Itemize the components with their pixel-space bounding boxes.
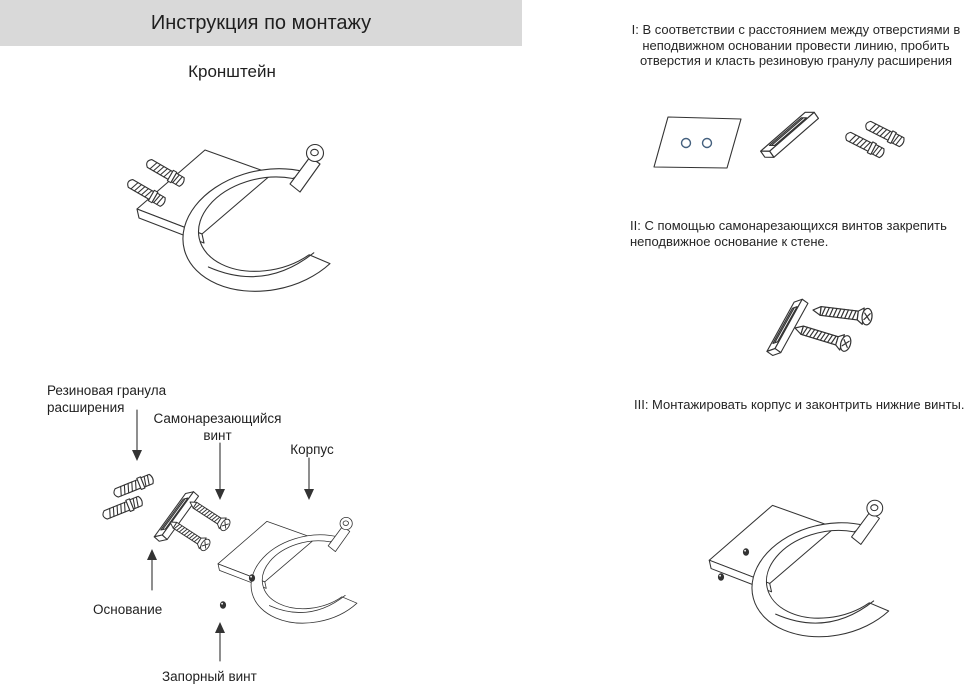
step-2-text: II: С помощью самонарезающихся винтов закрепить неподвижное основание к стене. <box>630 218 947 249</box>
label-self-tapping-screw: Самонарезающийся винт <box>153 411 282 443</box>
header-bar <box>0 0 522 46</box>
screw-drawing <box>793 320 853 352</box>
wall-template-drawing <box>654 117 741 168</box>
screw-drawing <box>167 517 212 553</box>
assembled-bracket-drawing <box>100 105 370 335</box>
anchor-plug-drawing <box>101 495 144 522</box>
bracket-body-drawing <box>218 517 359 634</box>
step-3-text: III: Монтажировать корпус и законтрить нижние винты. <box>634 397 965 412</box>
drill-hole-mark <box>682 139 691 148</box>
step-3-drawing <box>680 465 915 660</box>
label-body: Корпус <box>290 442 334 457</box>
anchor-plug-drawing <box>112 473 155 500</box>
label-base: Основание <box>93 602 163 617</box>
label-locking-screw: Запорный винт <box>162 669 257 684</box>
step-1-text: I: В соответствии с расстоянием между отверстиями в неподвижном основании провести линию, пробить отверстия и класть резиновую гранулу расширения <box>631 22 961 68</box>
step-2-drawing <box>730 280 930 390</box>
base-bar-drawing <box>757 108 822 161</box>
product-title: Кронштейн <box>188 62 276 81</box>
locking-screw-drawing <box>743 548 749 555</box>
screw-drawing <box>812 302 873 326</box>
screw-drawing <box>187 497 232 533</box>
locking-screw-drawing <box>718 573 724 580</box>
page-title: Инструкция по монтажу <box>150 11 372 34</box>
label-rubber-granule: Резиновая гранула расширения <box>47 383 167 415</box>
locking-screw-drawing <box>220 601 226 608</box>
locking-screw-drawing <box>249 574 255 581</box>
step-1-drawing <box>640 95 940 180</box>
bracket-body-drawing <box>709 500 891 651</box>
drill-hole-mark <box>703 139 712 148</box>
